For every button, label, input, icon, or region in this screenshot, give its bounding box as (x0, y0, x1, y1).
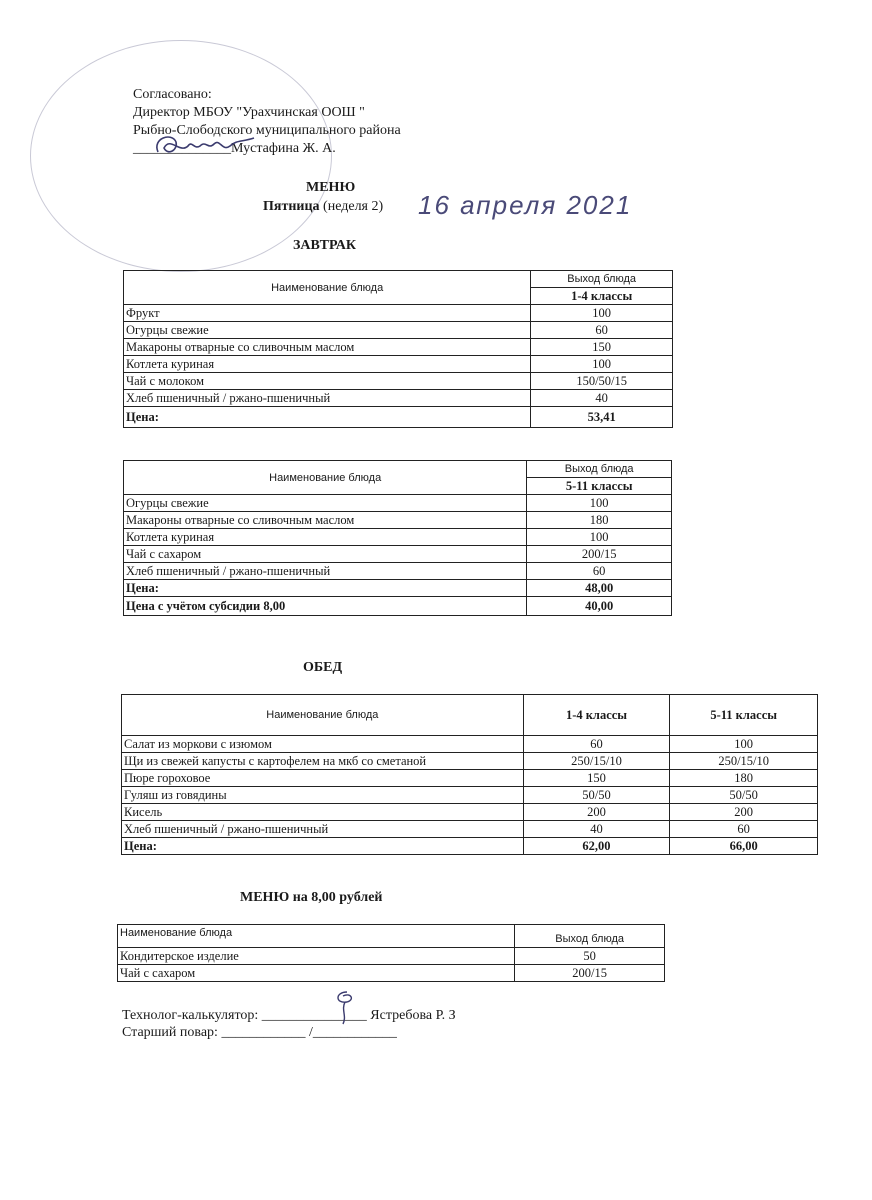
breakfast-table-1-4 (123, 270, 673, 428)
signature-blank: ______________ (133, 141, 231, 156)
col-header-name: Наименование блюда (122, 695, 524, 736)
table-row: Чай с молоком 150/50/15 (124, 373, 673, 390)
table-row: Котлета куриная 100 (124, 529, 672, 546)
price-row: Цена: 53,41 (124, 407, 673, 428)
lunch-heading: ОБЕД (303, 660, 343, 675)
technologist-name: Ястребова Р. З (370, 1008, 456, 1023)
director-name: Мустафина Ж. А. (231, 141, 336, 156)
cook-blank: ____________ /____________ (221, 1025, 397, 1040)
handwritten-date: 16 апреля 2021 (418, 190, 633, 220)
col-header-grade-1-4: 1-4 классы (523, 695, 670, 736)
table-row: Хлеб пшеничный / ржано-пшеничный 40 60 (122, 821, 818, 838)
col-header-output: Выход блюда (527, 461, 672, 478)
col-header-name: Наименование блюда (118, 925, 515, 948)
table-row: Салат из моркови с изюмом 60 100 (122, 736, 818, 753)
week-label: (неделя 2) (319, 199, 384, 214)
menu-title: МЕНЮ (306, 180, 356, 195)
table-row: Макароны отварные со сливочным маслом 180 (124, 512, 672, 529)
director-signature (150, 128, 260, 162)
grade-label: 1-4 классы (531, 288, 673, 305)
col-header-output: Выход блюда (531, 271, 673, 288)
menu8-heading: МЕНЮ на 8,00 рублей (240, 890, 383, 905)
price-row: Цена: 48,00 (124, 580, 672, 597)
price-row: Цена: 62,00 66,00 (122, 838, 818, 855)
table-row: Фрукт 100 (124, 305, 673, 322)
col-header-output: Выход блюда (515, 925, 665, 948)
table-row: Огурцы свежие 60 (124, 322, 673, 339)
menu8-table (117, 924, 665, 982)
day-name: Пятница (263, 199, 320, 214)
approval-line-3: Рыбно-Слободского муниципального района (133, 123, 401, 138)
table-row: Макароны отварные со сливочным маслом 150 (124, 339, 673, 356)
table-row: Огурцы свежие 100 (124, 495, 672, 512)
technologist-signature (325, 988, 365, 1028)
table-row: Чай с сахаром 200/15 (124, 546, 672, 563)
table-row: Пюре гороховое 150 180 (122, 770, 818, 787)
col-header-name: Наименование блюда (124, 461, 527, 495)
technologist-line (122, 1008, 456, 1024)
day-line (263, 199, 383, 215)
subsidy-row: Цена с учётом субсидии 8,00 40,00 (124, 597, 672, 616)
approval-line-1: Согласовано: (133, 87, 212, 102)
table-row: Хлеб пшеничный / ржано-пшеничный 40 (124, 390, 673, 407)
technologist-label: Технолог-калькулятор: (122, 1008, 259, 1023)
table-row: Щи из свежей капусты с картофелем на мкб со сметаной 250/15/10 250/15/10 (122, 753, 818, 770)
table-row: Кисель 200 200 (122, 804, 818, 821)
col-header-name: Наименование блюда (124, 271, 531, 305)
cook-label: Старший повар: (122, 1025, 218, 1040)
breakfast-heading: ЗАВТРАК (293, 238, 357, 253)
table-row: Хлеб пшеничный / ржано-пшеничный 60 (124, 563, 672, 580)
table-row: Кондитерское изделие 50 (118, 948, 665, 965)
table-row: Чай с сахаром 200/15 (118, 965, 665, 982)
breakfast-table-5-11 (123, 460, 672, 616)
technologist-blank: _______________ (261, 1008, 367, 1023)
col-header-grade-5-11: 5-11 классы (670, 695, 818, 736)
table-row: Гуляш из говядины 50/50 50/50 (122, 787, 818, 804)
approval-line-2: Директор МБОУ "Урахчинская ООШ " (133, 105, 365, 120)
lunch-table (121, 694, 818, 855)
table-row: Котлета куриная 100 (124, 356, 673, 373)
grade-label: 5-11 классы (527, 478, 672, 495)
cook-line (122, 1025, 397, 1041)
